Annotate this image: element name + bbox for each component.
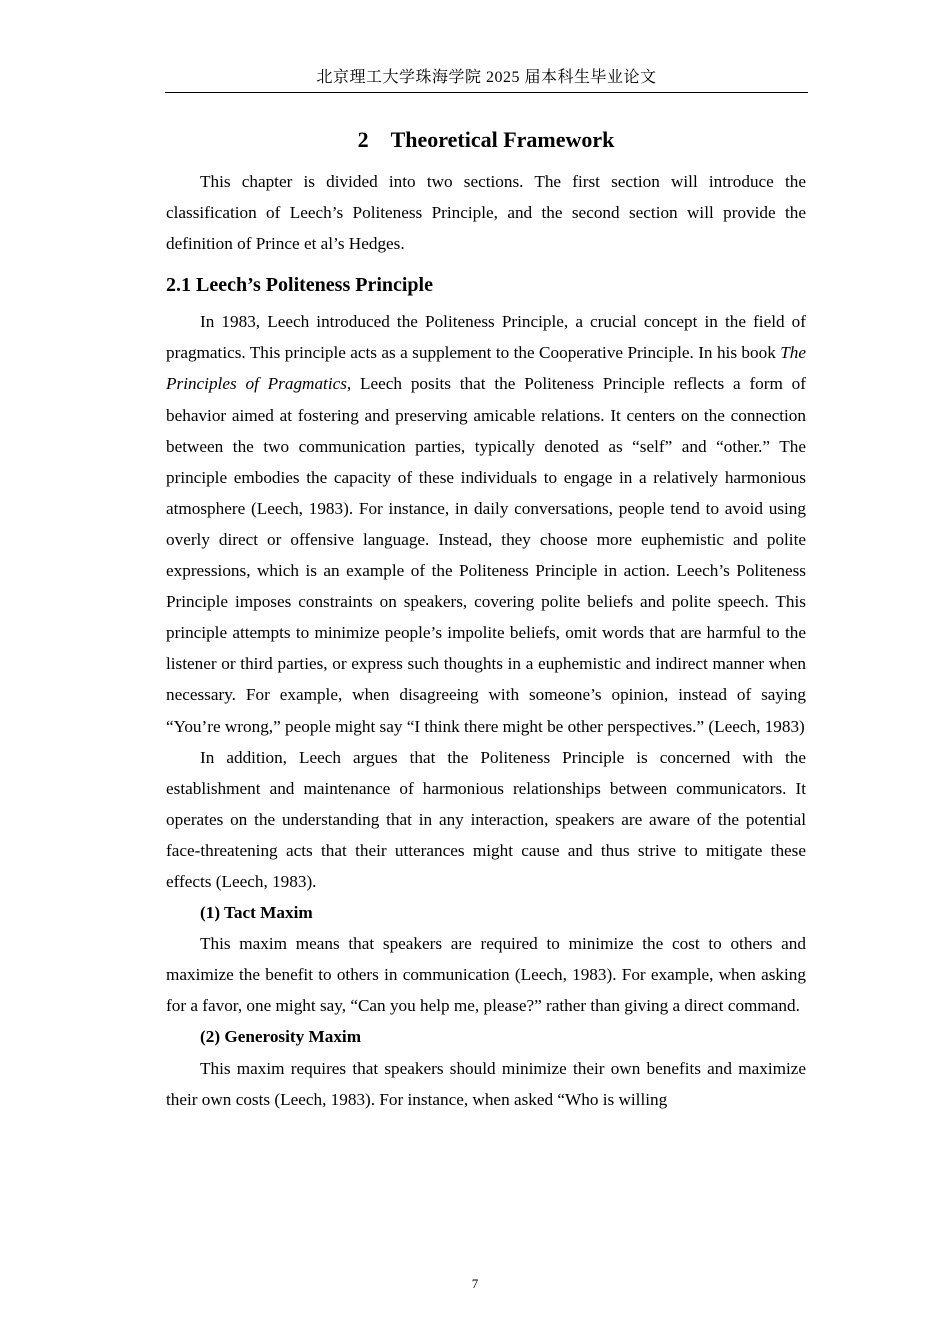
- running-header: 北京理工大学珠海学院 2025 届本科生毕业论文: [165, 66, 808, 93]
- maxim-heading-tact: (1) Tact Maxim: [200, 903, 313, 923]
- maxim-heading-generosity: (2) Generosity Maxim: [200, 1027, 362, 1047]
- chapter-intro-paragraph: This chapter is divided into two sections. The first section will introduce the classification of Leech’s Politeness Principle, and the second section will provide the definition of Prince et al’s Hedges.: [166, 172, 806, 254]
- maxim-text-generosity: This maxim requires that speakers should minimize their own benefits and maximize their own costs (Leech, 1983). For instance, when asked “Who is willing: [166, 1058, 806, 1109]
- chapter-title: [166, 124, 806, 156]
- paragraph-text: In 1983, Leech introduced the Politeness Principle, a crucial concept in the field of pragmatics. This principle acts as a supplement to the Cooperative Principle. In his book: [166, 312, 806, 363]
- chapter-title-text: Theoretical Framework: [390, 127, 615, 152]
- paragraph-politeness-relationships: In addition, Leech argues that the Politeness Principle is concerned with the establishment and maintenance of harmonious relationships between communicators. It operates on the understanding that in any interaction, speakers are aware of the potential face-threatening acts that their utterances might cause and thus strive to mitigate these effects (Leech, 1983).: [166, 747, 806, 891]
- section-title: 2.1 Leech’s Politeness Principle: [166, 274, 433, 297]
- page-body: [166, 124, 806, 1115]
- page-number: 7: [471, 1276, 479, 1291]
- paragraph-text: , Leech posits that the Politeness Principle reflects a form of behavior aimed at fostering and preserving amicable relations. It centers on the connection between the two communication parties, typically denoted as “self” and “other.” The principle embodies the capacity of these individuals to engage in a relatively harmonious atmosphere (Leech, 1983). For instance, in daily conversations, people tend to avoid using overly direct or offensive language. Instead, they choose more euphemistic and polite expressions, which is an example of the Politeness Principle in action. Leech’s Politeness Principle imposes constraints on speakers, covering polite beliefs and polite speech. This principle attempts to minimize people’s impolite beliefs, omit words that are harmful to the listener or third parties, or express such thoughts in a euphemistic and indirect manner when necessary. For example, when disagreeing with someone’s opinion, instead of saying “You’re wrong,” people might say “I think there might be other perspectives.” (Leech, 1983): [166, 374, 806, 736]
- maxim-text-tact: This maxim means that speakers are required to minimize the cost to others and maximize the benefit to others in communication (Leech, 1983). For example, when asking for a favor, one might say, “Can you help me, please?” rather than giving a direct command.: [166, 934, 806, 1016]
- chapter-number: 2: [357, 127, 369, 152]
- book-title: The Principles of Pragmatics: [166, 343, 806, 394]
- paragraph-politeness-intro: [166, 306, 806, 741]
